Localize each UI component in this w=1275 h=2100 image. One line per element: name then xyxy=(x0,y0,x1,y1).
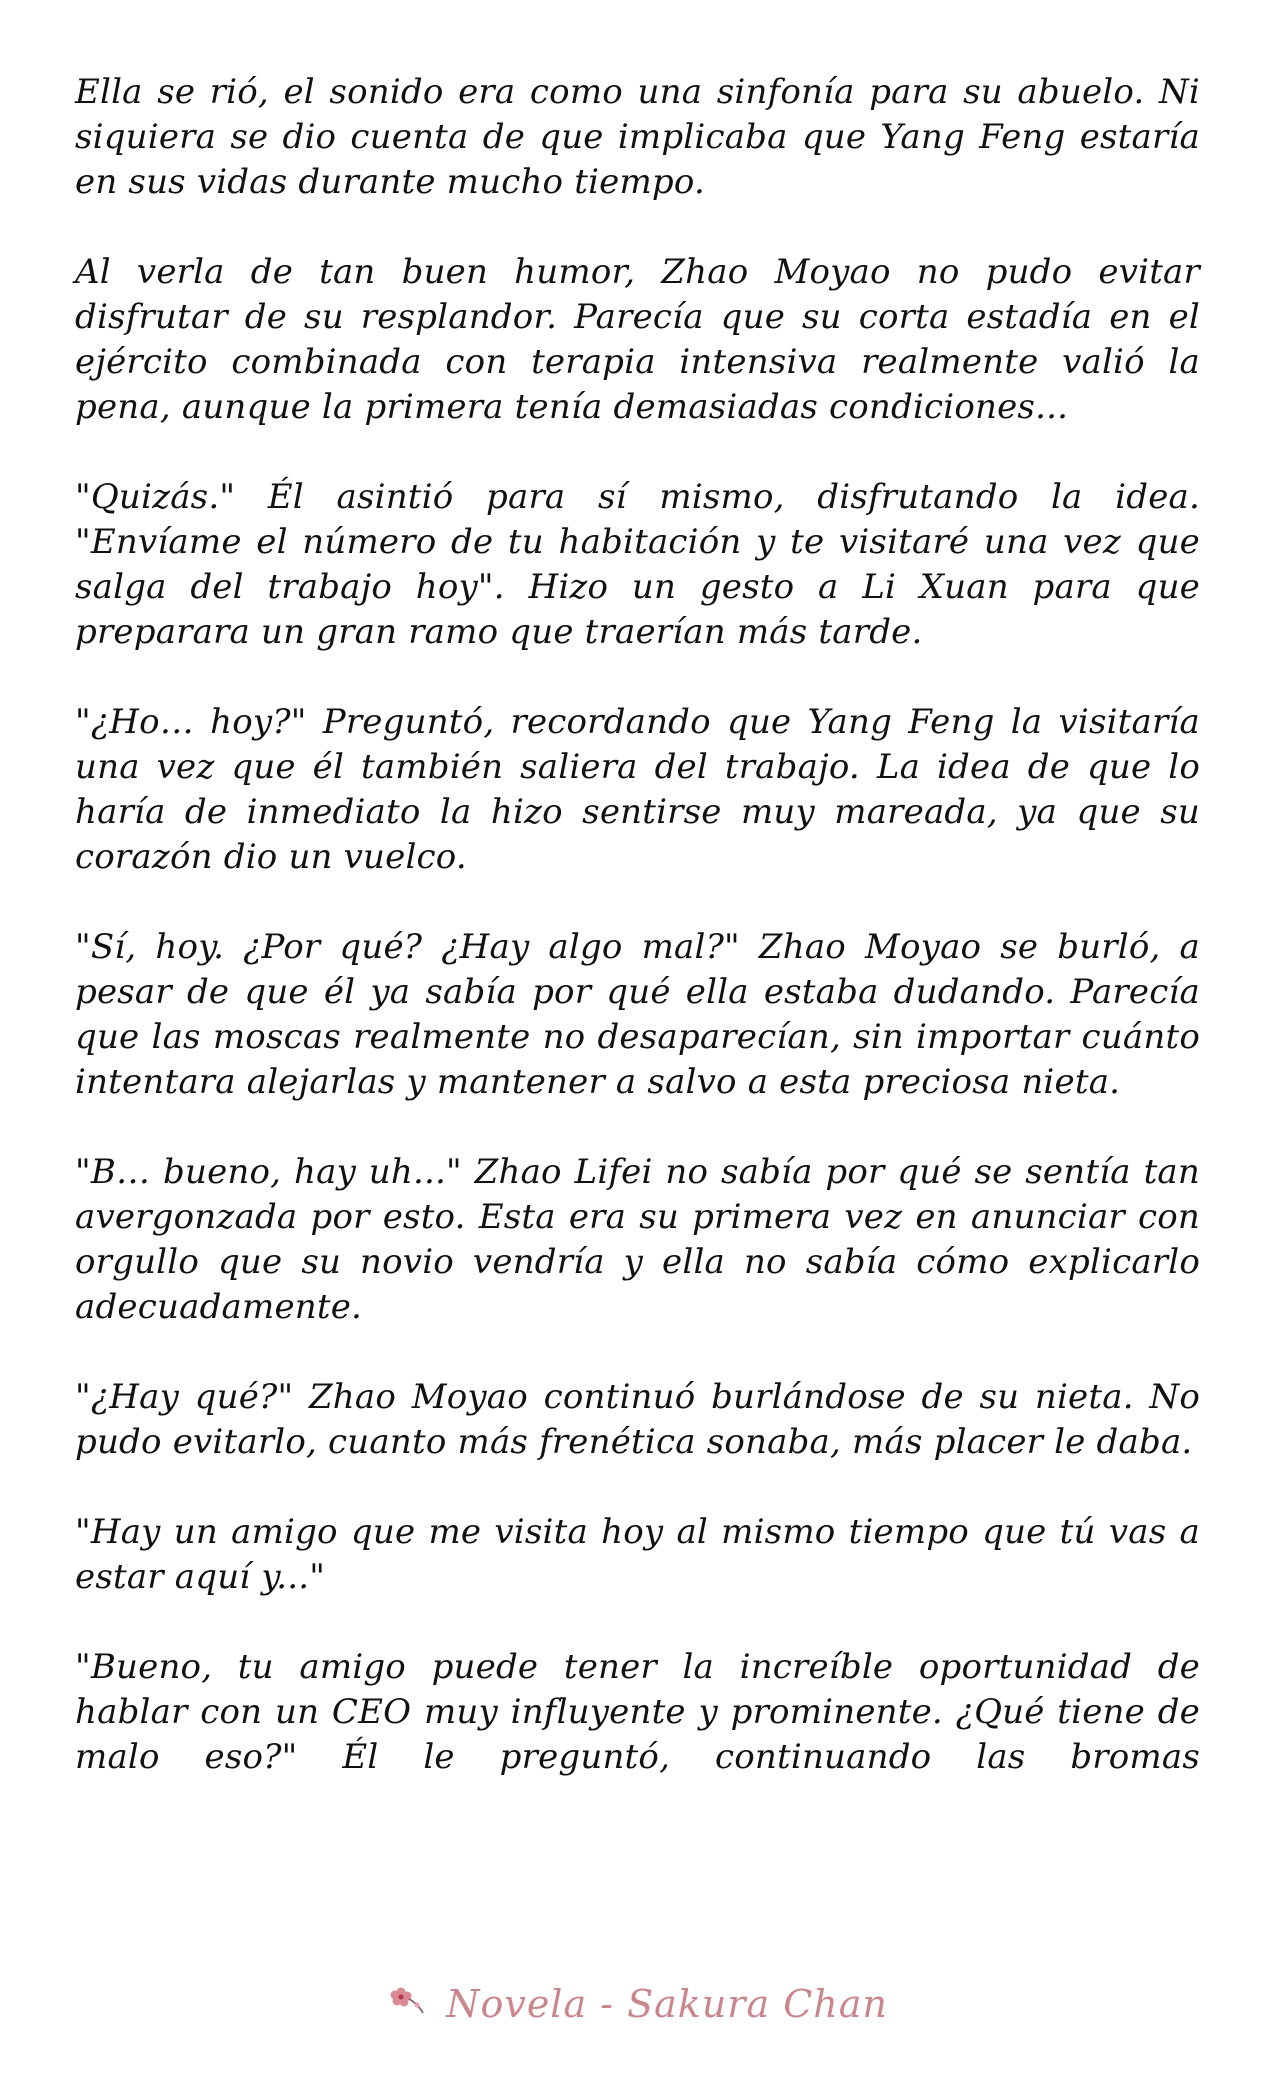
document-body xyxy=(75,70,1200,1780)
paragraph-1: Ella se rió, el sonido era como una sinfonía para su abuelo. Ni siquiera se dio cuenta de que implicaba que Yang Feng estaría en sus vidas durante mucho tiempo. xyxy=(75,72,1200,202)
paragraph-3: "Quizás." Él asintió para sí mismo, disfrutando la idea. "Envíame el número de tu habitación y te visitaré una vez que salga del trabajo hoy". Hizo un gesto a Li Xuan para que preparara un gran ramo que traerían más tarde. xyxy=(75,477,1200,652)
paragraph-6: "B… bueno, hay uh..." Zhao Lifei no sabía por qué se sentía tan avergonzada por esto. Esta era su primera vez en anunciar con orgullo que su novio vendría y ella no sabía cómo explicarlo adecuadamente. xyxy=(75,1152,1200,1327)
watermark-text: Novela - Sakura Chan xyxy=(446,1982,888,2026)
paragraph-8: "Hay un amigo que me visita hoy al mismo tiempo que tú vas a estar aquí y..." xyxy=(75,1512,1200,1597)
paragraph-4: "¿Ho… hoy?" Preguntó, recordando que Yang Feng la visitaría una vez que él también saliera del trabajo. La idea de que lo haría de inmediato la hizo sentirse muy mareada, ya que su corazón dio un vuelco. xyxy=(75,702,1200,877)
paragraph-7: "¿Hay qué?" Zhao Moyao continuó burlándose de su nieta. No pudo evitarlo, cuanto más frenética sonaba, más placer le daba. xyxy=(75,1377,1200,1462)
paragraph-5: "Sí, hoy. ¿Por qué? ¿Hay algo mal?" Zhao Moyao se burló, a pesar de que él ya sabía por qué ella estaba dudando. Parecía que las moscas realmente no desaparecían, sin importar cuánto intentara alejarlas y mantener a salvo a esta preciosa nieta. xyxy=(75,927,1200,1102)
paragraph-9: "Bueno, tu amigo puede tener la increíble oportunidad de hablar con un CEO muy influyente y prominente. ¿Qué tiene de malo eso?" Él le preguntó, continuando las bromas xyxy=(75,1647,1200,1777)
cherry-blossom-icon xyxy=(387,1982,427,2026)
watermark xyxy=(0,1982,1275,2030)
paragraph-2: Al verla de tan buen humor, Zhao Moyao no pudo evitar disfrutar de su resplandor. Parecía que su corta estadía en el ejército combinada con terapia intensiva realmente valió la pena, aunque la primera tenía demasiadas condiciones... xyxy=(75,252,1200,427)
